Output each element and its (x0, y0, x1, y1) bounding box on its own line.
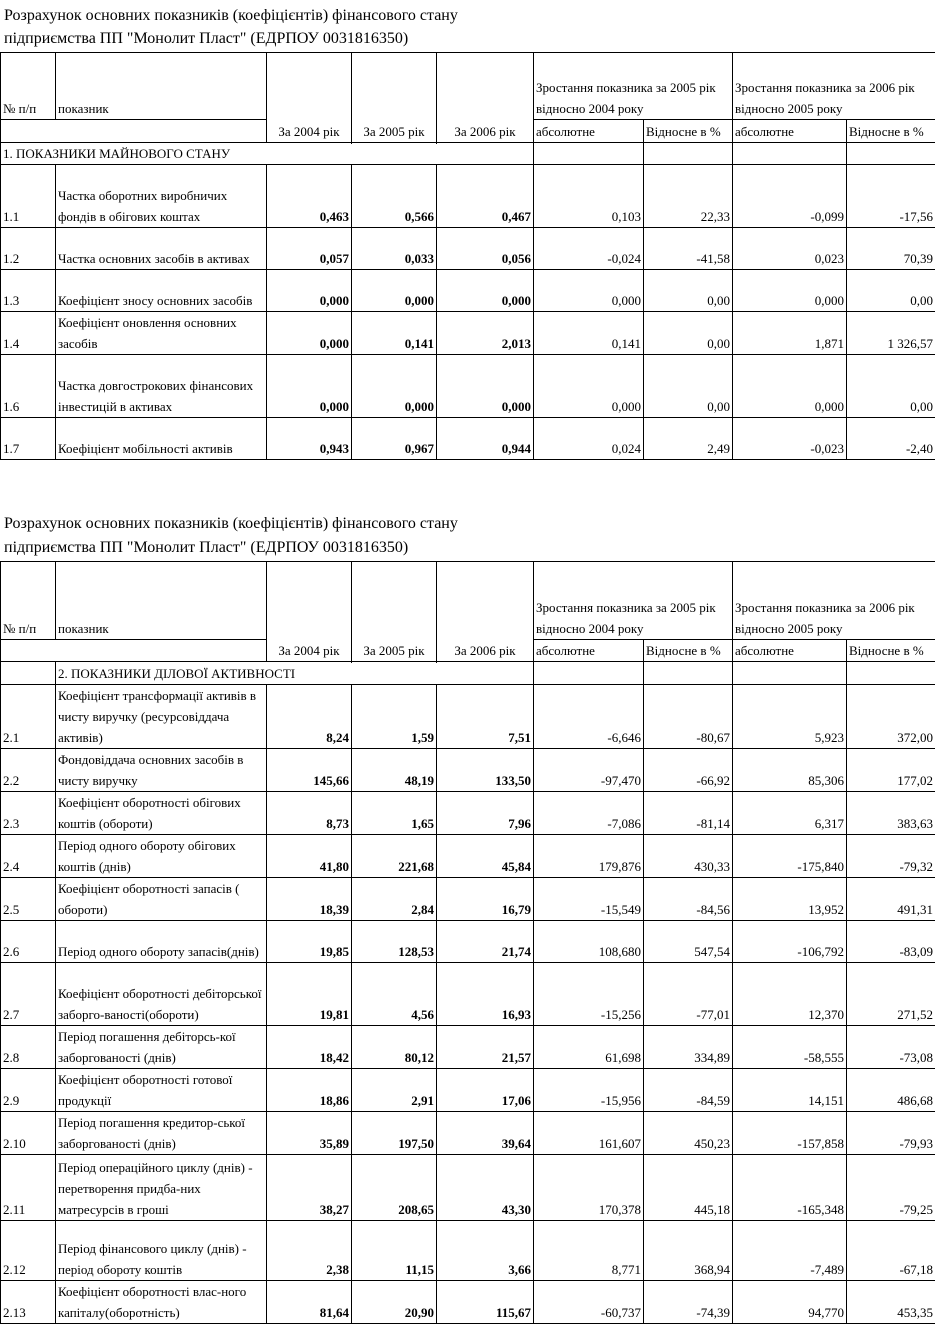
table1-indicators (0, 52, 935, 460)
header-num: № п/п (1, 562, 56, 640)
row-2006: 21,57 (437, 1026, 534, 1069)
row-name: Коефіцієнт оновлення основних засобів (56, 312, 267, 355)
table-row (1, 792, 935, 835)
header-abs-2005: абсолютне (534, 120, 644, 143)
header-growth-2006: Зростання показника за 2006 рік відносно 2005 року (733, 53, 935, 120)
row-2004: 81,64 (267, 1281, 352, 1324)
row-2006: 3,66 (437, 1221, 534, 1281)
row-2006: 7,51 (437, 685, 534, 749)
table-row (1, 921, 935, 963)
row-rel-2005: 445,18 (644, 1155, 733, 1221)
header-growth-2005: Зростання показника за 2005 рік відносно 2004 року (534, 53, 733, 120)
header-growth-2005: Зростання показника за 2005 рік відносно 2004 року (534, 562, 733, 640)
row-num: 2.3 (1, 792, 56, 835)
header-rel-2006: Відносне в % (847, 640, 935, 662)
row-rel-2006: -17,56 (847, 165, 935, 228)
row-num: 2.10 (1, 1112, 56, 1155)
row-2006: 2,013 (437, 312, 534, 355)
row-2004: 18,39 (267, 878, 352, 921)
row-rel-2005: 547,54 (644, 921, 733, 963)
row-abs-2006: -7,489 (733, 1221, 847, 1281)
row-name: Період погашення кредитор-ської заборгованості (днів) (56, 1112, 267, 1155)
table2-title-line2: підприємства ПП "Монолит Пласт" (ЕДРПОУ 0031816350) (4, 536, 408, 559)
row-name: Період одного обороту запасів(днів) (56, 921, 267, 963)
row-2005: 197,50 (352, 1112, 437, 1155)
row-name: Коефіцієнт оборотності готової продукції (56, 1069, 267, 1112)
row-rel-2005: 22,33 (644, 165, 733, 228)
table-row (1, 1026, 935, 1069)
row-2006: 0,467 (437, 165, 534, 228)
row-name: Частка довгострокових фінансових інвестицій в активах (56, 355, 267, 418)
row-rel-2005: -41,58 (644, 228, 733, 270)
row-2004: 0,943 (267, 418, 352, 460)
row-rel-2006: -79,25 (847, 1155, 935, 1221)
row-abs-2005: -15,549 (534, 878, 644, 921)
row-2004: 0,000 (267, 355, 352, 418)
row-name: Коефіцієнт оборотності влас-ного капіталу(оборотність) (56, 1281, 267, 1324)
row-2006: 45,84 (437, 835, 534, 878)
header-abs-2005: абсолютне (534, 640, 644, 662)
row-2005: 221,68 (352, 835, 437, 878)
table1-title-line1: Розрахунок основних показників (коефіцієнтів) фінансового стану (4, 4, 458, 27)
row-name: Коефіцієнт трансформації активів в чисту виручку (ресурсовіддача активів) (56, 685, 267, 749)
row-rel-2006: -73,08 (847, 1026, 935, 1069)
row-name: Період операційного циклу (днів) - перетворення придба-них матресурсів в гроші (56, 1155, 267, 1221)
header-blank (1, 120, 267, 143)
row-num: 2.8 (1, 1026, 56, 1069)
row-2006: 7,96 (437, 792, 534, 835)
row-abs-2005: -15,256 (534, 963, 644, 1026)
row-2006: 0,000 (437, 270, 534, 312)
row-abs-2006: -165,348 (733, 1155, 847, 1221)
row-name: Частка оборотних виробничих фондів в обігових коштах (56, 165, 267, 228)
row-2005: 20,90 (352, 1281, 437, 1324)
header-rel-2006: Відносне в % (847, 120, 935, 143)
header-2006: За 2006 рік (437, 53, 534, 143)
table1-title-line2: підприємства ПП "Монолит Пласт" (ЕДРПОУ 0031816350) (4, 27, 408, 50)
row-abs-2006: 5,923 (733, 685, 847, 749)
row-abs-2005: -97,470 (534, 749, 644, 792)
row-2005: 0,141 (352, 312, 437, 355)
header-2006: За 2006 рік (437, 562, 534, 662)
row-2005: 0,566 (352, 165, 437, 228)
row-num: 1.1 (1, 165, 56, 228)
row-abs-2006: 0,000 (733, 355, 847, 418)
row-2005: 0,033 (352, 228, 437, 270)
row-num: 2.5 (1, 878, 56, 921)
row-abs-2005: -0,024 (534, 228, 644, 270)
row-2006: 16,93 (437, 963, 534, 1026)
section-title: 2. ПОКАЗНИКИ ДІЛОВОЇ АКТИВНОСТІ (56, 662, 534, 685)
row-2004: 0,000 (267, 270, 352, 312)
row-name: Період одного обороту обігових коштів (днів) (56, 835, 267, 878)
row-rel-2006: -79,93 (847, 1112, 935, 1155)
row-name: Фондовіддача основних засобів в чисту виручку (56, 749, 267, 792)
row-2004: 8,73 (267, 792, 352, 835)
row-2004: 2,38 (267, 1221, 352, 1281)
row-2006: 133,50 (437, 749, 534, 792)
row-rel-2005: 0,00 (644, 270, 733, 312)
row-rel-2005: -80,67 (644, 685, 733, 749)
row-rel-2005: -77,01 (644, 963, 733, 1026)
row-abs-2006: -0,099 (733, 165, 847, 228)
table2-indicators (0, 561, 935, 1324)
row-rel-2006: 491,31 (847, 878, 935, 921)
row-2004: 38,27 (267, 1155, 352, 1221)
row-abs-2005: 0,141 (534, 312, 644, 355)
row-num: 2.6 (1, 921, 56, 963)
row-2005: 2,84 (352, 878, 437, 921)
row-rel-2005: 368,94 (644, 1221, 733, 1281)
row-abs-2005: 179,876 (534, 835, 644, 878)
table-row (1, 685, 935, 749)
row-rel-2005: 334,89 (644, 1026, 733, 1069)
row-rel-2005: 0,00 (644, 312, 733, 355)
row-num: 1.4 (1, 312, 56, 355)
row-abs-2006: 12,370 (733, 963, 847, 1026)
table-row (1, 1112, 935, 1155)
table2-title-line1: Розрахунок основних показників (коефіцієнтів) фінансового стану (4, 512, 458, 535)
row-rel-2006: 383,63 (847, 792, 935, 835)
table-row (1, 312, 935, 355)
row-2004: 19,81 (267, 963, 352, 1026)
row-2004: 18,42 (267, 1026, 352, 1069)
row-rel-2006: 0,00 (847, 355, 935, 418)
header-name: показник (56, 562, 267, 640)
row-rel-2006: 486,68 (847, 1069, 935, 1112)
table-row (1, 165, 935, 228)
row-2004: 35,89 (267, 1112, 352, 1155)
row-num: 1.6 (1, 355, 56, 418)
header-2004: За 2004 рік (267, 53, 352, 143)
table-row (1, 418, 935, 460)
row-2005: 128,53 (352, 921, 437, 963)
row-num: 2.13 (1, 1281, 56, 1324)
row-rel-2006: 177,02 (847, 749, 935, 792)
row-rel-2006: -83,09 (847, 921, 935, 963)
row-num: 2.11 (1, 1155, 56, 1221)
row-abs-2005: -6,646 (534, 685, 644, 749)
header-abs-2006: абсолютне (733, 120, 847, 143)
header-rel-2005: Відносне в % (644, 120, 733, 143)
row-abs-2006: 85,306 (733, 749, 847, 792)
row-2004: 0,000 (267, 312, 352, 355)
row-2006: 21,74 (437, 921, 534, 963)
table-row (1, 1155, 935, 1221)
header-name: показник (56, 53, 267, 120)
table-row (1, 270, 935, 312)
table-row (1, 749, 935, 792)
header-2005: За 2005 рік (352, 562, 437, 662)
row-2004: 19,85 (267, 921, 352, 963)
row-num: 2.12 (1, 1221, 56, 1281)
row-abs-2006: -0,023 (733, 418, 847, 460)
row-name: Коефіцієнт мобільності активів (56, 418, 267, 460)
row-rel-2006: 70,39 (847, 228, 935, 270)
row-rel-2006: -67,18 (847, 1221, 935, 1281)
row-rel-2006: -79,32 (847, 835, 935, 878)
row-2004: 8,24 (267, 685, 352, 749)
row-rel-2005: -84,59 (644, 1069, 733, 1112)
row-abs-2005: 61,698 (534, 1026, 644, 1069)
row-2005: 80,12 (352, 1026, 437, 1069)
row-2004: 145,66 (267, 749, 352, 792)
row-2006: 16,79 (437, 878, 534, 921)
section-title: 1. ПОКАЗНИКИ МАЙНОВОГО СТАНУ (1, 143, 534, 165)
row-2005: 1,59 (352, 685, 437, 749)
row-name: Період погашення дебіторсь-кої заборгованості (днів) (56, 1026, 267, 1069)
table-row (1, 835, 935, 878)
table-row (1, 1221, 935, 1281)
row-abs-2005: 8,771 (534, 1221, 644, 1281)
row-num: 2.2 (1, 749, 56, 792)
table-row (1, 1069, 935, 1112)
header-blank (1, 640, 267, 662)
row-num: 2.7 (1, 963, 56, 1026)
row-rel-2005: -66,92 (644, 749, 733, 792)
row-name: Частка основних засобів в активах (56, 228, 267, 270)
row-abs-2005: 0,024 (534, 418, 644, 460)
row-2006: 0,944 (437, 418, 534, 460)
header-abs-2006: абсолютне (733, 640, 847, 662)
row-rel-2006: 271,52 (847, 963, 935, 1026)
row-abs-2006: 94,770 (733, 1281, 847, 1324)
row-abs-2005: -60,737 (534, 1281, 644, 1324)
row-rel-2006: 453,35 (847, 1281, 935, 1324)
row-abs-2006: -58,555 (733, 1026, 847, 1069)
row-2005: 48,19 (352, 749, 437, 792)
row-abs-2005: 161,607 (534, 1112, 644, 1155)
row-abs-2006: -157,858 (733, 1112, 847, 1155)
row-rel-2005: 2,49 (644, 418, 733, 460)
row-2005: 4,56 (352, 963, 437, 1026)
header-num: № п/п (1, 53, 56, 120)
row-num: 1.7 (1, 418, 56, 460)
row-rel-2005: -81,14 (644, 792, 733, 835)
row-num: 2.4 (1, 835, 56, 878)
row-rel-2005: -74,39 (644, 1281, 733, 1324)
row-2006: 39,64 (437, 1112, 534, 1155)
row-rel-2005: 450,23 (644, 1112, 733, 1155)
row-2005: 0,000 (352, 270, 437, 312)
header-rel-2005: Відносне в % (644, 640, 733, 662)
row-name: Коефіцієнт оборотності дебіторської заборго-ваності(обороти) (56, 963, 267, 1026)
row-rel-2006: -2,40 (847, 418, 935, 460)
row-name: Період фінансового циклу (днів) - період обороту коштів (56, 1221, 267, 1281)
row-2004: 41,80 (267, 835, 352, 878)
table-row (1, 1281, 935, 1324)
row-name: Коефіцієнт зносу основних засобів (56, 270, 267, 312)
row-num: 1.2 (1, 228, 56, 270)
row-2005: 0,000 (352, 355, 437, 418)
row-abs-2006: 6,317 (733, 792, 847, 835)
row-2005: 2,91 (352, 1069, 437, 1112)
row-2006: 43,30 (437, 1155, 534, 1221)
row-abs-2006: 14,151 (733, 1069, 847, 1112)
row-rel-2005: 430,33 (644, 835, 733, 878)
row-name: Коефіцієнт оборотності обігових коштів (обороти) (56, 792, 267, 835)
row-abs-2005: 170,378 (534, 1155, 644, 1221)
row-2004: 18,86 (267, 1069, 352, 1112)
row-rel-2006: 1 326,57 (847, 312, 935, 355)
header-growth-2006: Зростання показника за 2006 рік відносно 2005 року (733, 562, 935, 640)
row-rel-2005: 0,00 (644, 355, 733, 418)
table-row (1, 963, 935, 1026)
row-abs-2005: 0,103 (534, 165, 644, 228)
row-abs-2005: 108,680 (534, 921, 644, 963)
row-abs-2006: 1,871 (733, 312, 847, 355)
row-2005: 11,15 (352, 1221, 437, 1281)
row-abs-2006: -106,792 (733, 921, 847, 963)
header-2005: За 2005 рік (352, 53, 437, 143)
row-rel-2006: 372,00 (847, 685, 935, 749)
table-row (1, 355, 935, 418)
row-num: 2.1 (1, 685, 56, 749)
row-2006: 0,000 (437, 355, 534, 418)
row-abs-2006: 13,952 (733, 878, 847, 921)
table-row (1, 228, 935, 270)
row-abs-2005: 0,000 (534, 355, 644, 418)
row-2006: 0,056 (437, 228, 534, 270)
row-abs-2006: -175,840 (733, 835, 847, 878)
header-2004: За 2004 рік (267, 562, 352, 662)
row-abs-2006: 0,000 (733, 270, 847, 312)
row-num: 1.3 (1, 270, 56, 312)
row-abs-2005: -7,086 (534, 792, 644, 835)
row-rel-2006: 0,00 (847, 270, 935, 312)
row-num: 2.9 (1, 1069, 56, 1112)
row-2006: 17,06 (437, 1069, 534, 1112)
table-row (1, 878, 935, 921)
row-rel-2005: -84,56 (644, 878, 733, 921)
row-abs-2005: -15,956 (534, 1069, 644, 1112)
row-2005: 1,65 (352, 792, 437, 835)
row-abs-2006: 0,023 (733, 228, 847, 270)
row-abs-2005: 0,000 (534, 270, 644, 312)
row-2004: 0,463 (267, 165, 352, 228)
row-2006: 115,67 (437, 1281, 534, 1324)
row-2005: 0,967 (352, 418, 437, 460)
row-2004: 0,057 (267, 228, 352, 270)
row-name: Коефіцієнт оборотності запасів ( обороти) (56, 878, 267, 921)
row-2005: 208,65 (352, 1155, 437, 1221)
